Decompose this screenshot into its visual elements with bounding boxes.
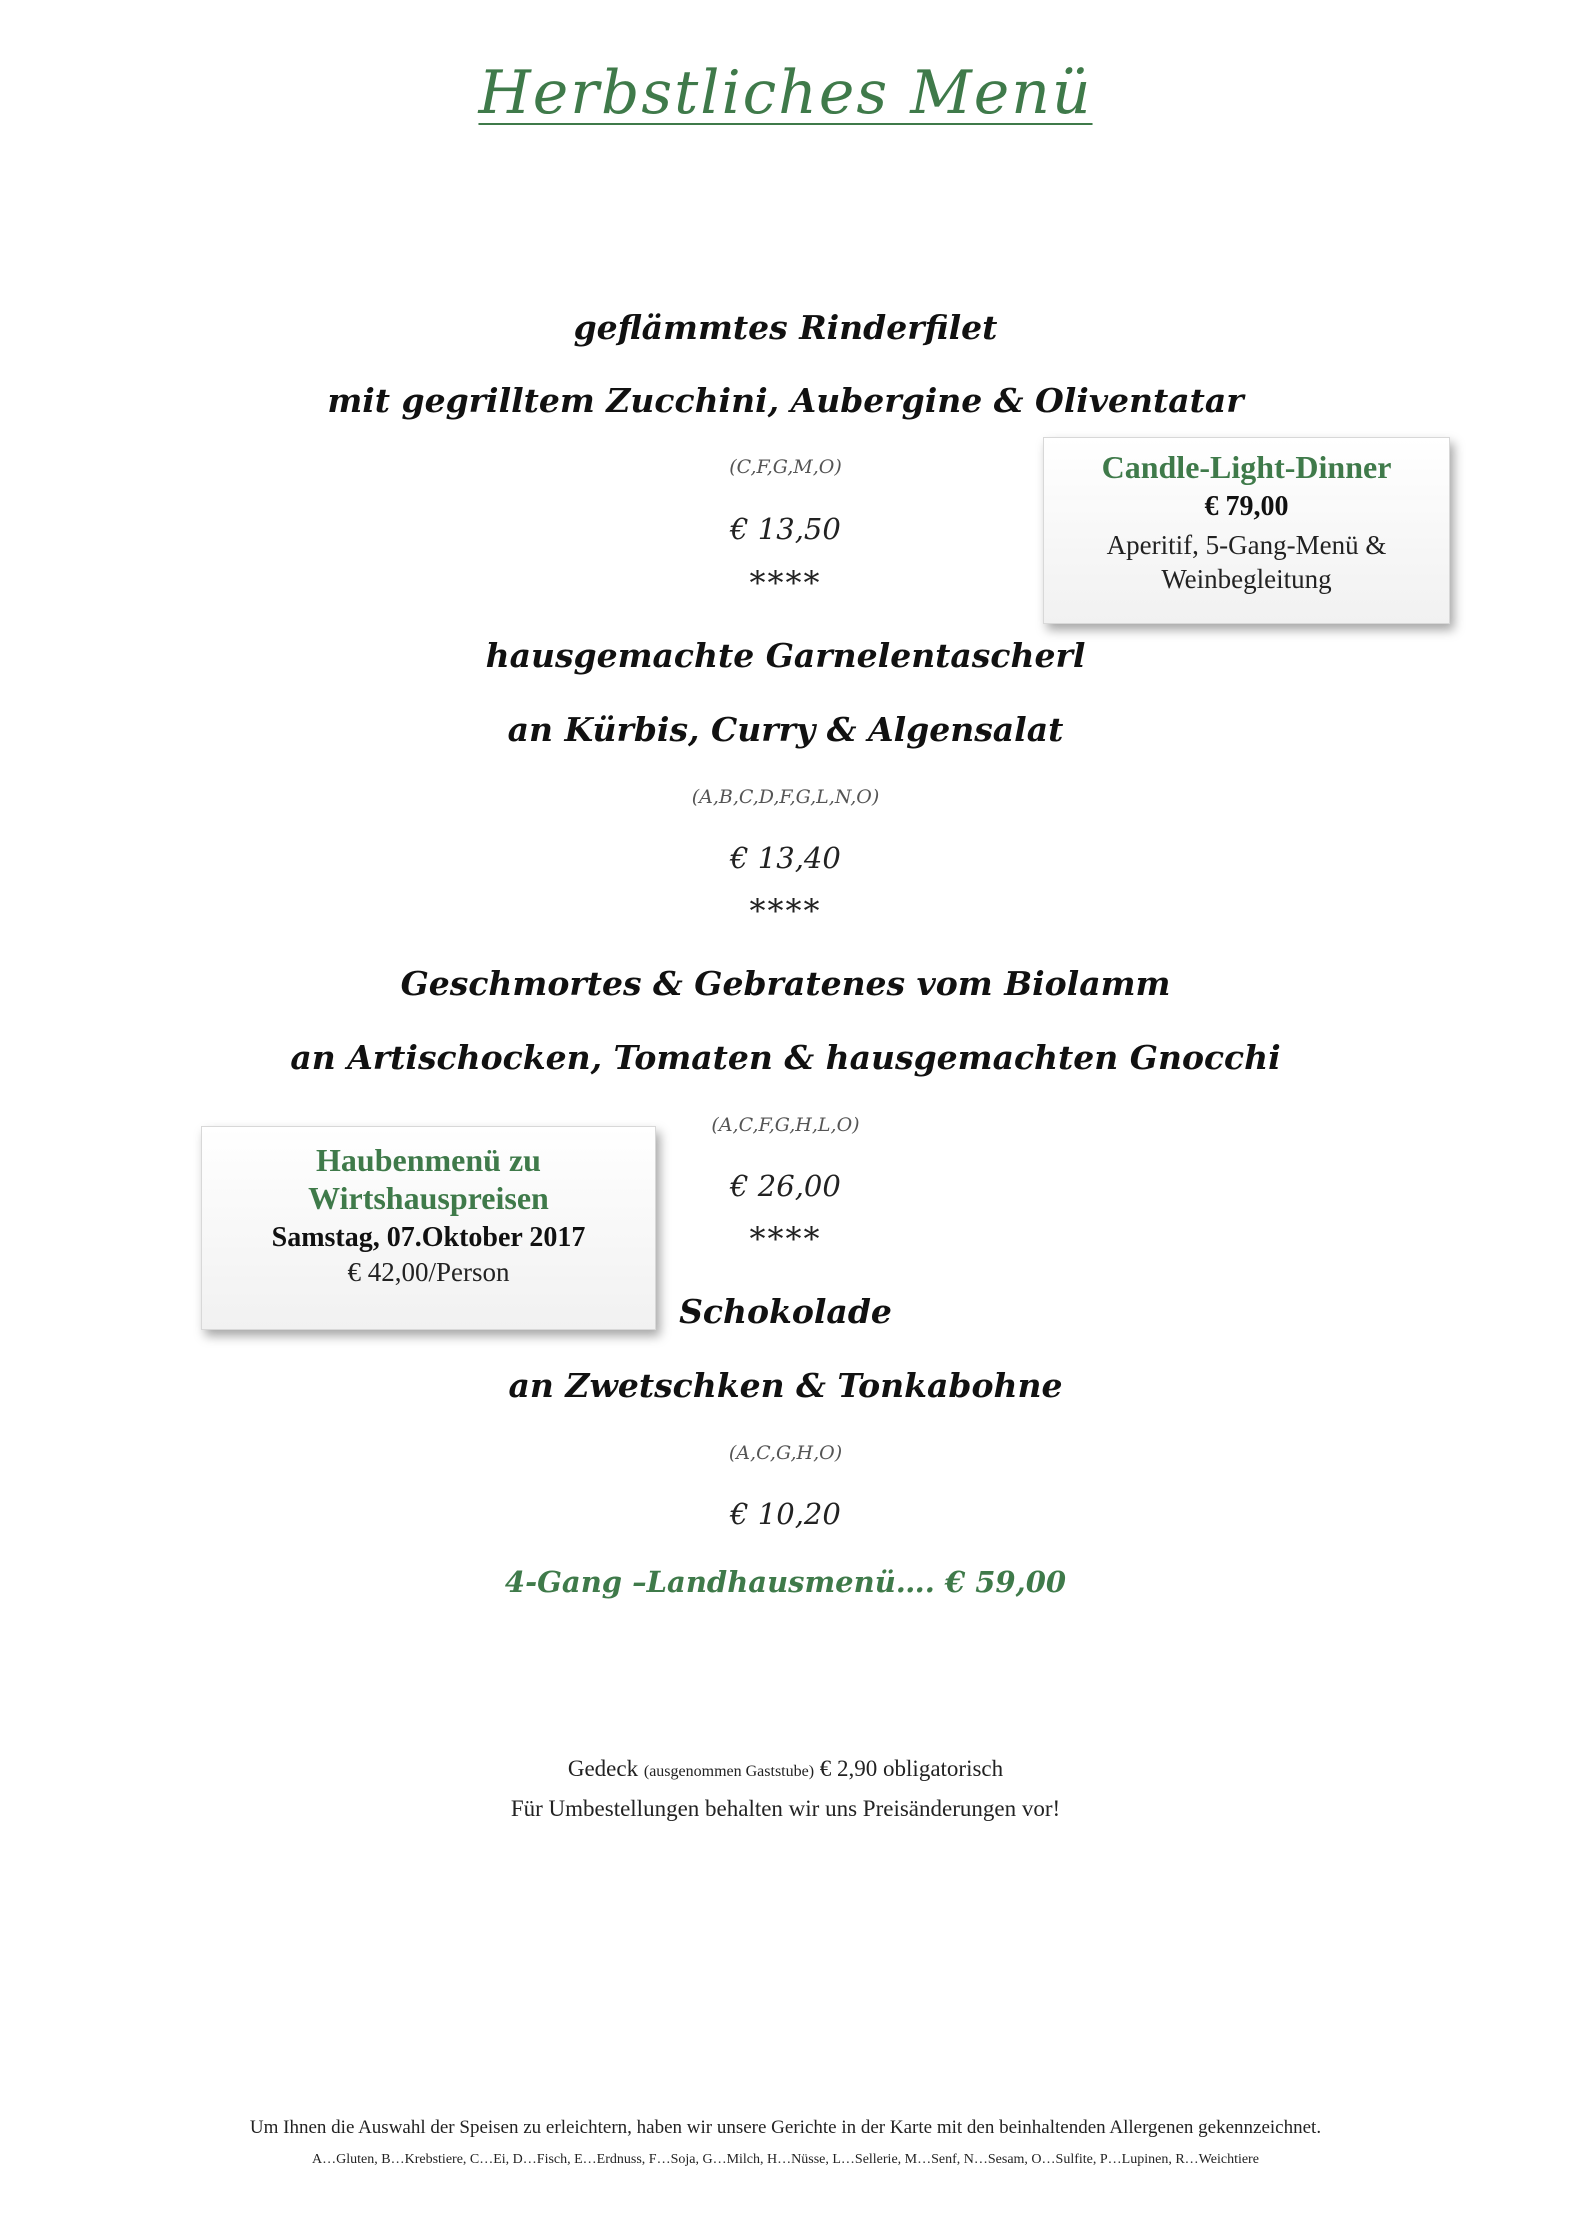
gedeck-note bbox=[0, 1756, 1571, 1782]
candle-box-text-1: Aperitif, 5-Gang-Menü & bbox=[1106, 530, 1387, 560]
course-separator: **** bbox=[749, 564, 822, 602]
course-separator: **** bbox=[749, 1220, 822, 1258]
haubenmenu-box bbox=[201, 1126, 656, 1330]
course-3-description: an Artischocken, Tomaten & hausgemachten Gnocchi bbox=[290, 1038, 1281, 1077]
allergen-legend: A…Gluten, B…Krebstiere, C…Ei, D…Fisch, E…Erdnuss, F…Soja, G…Milch, H…Nüsse, L…Sellerie, M…Senf, N…Sesam, O…Sulfite, P…Lupinen, R…Weichtiere bbox=[312, 2152, 1259, 2167]
course-3-price: € 26,00 bbox=[730, 1169, 841, 1203]
hauben-box-date: Samstag, 07.Oktober 2017 bbox=[271, 1222, 586, 1253]
candle-box-price: € 79,00 bbox=[1204, 491, 1289, 522]
course-3-allergens: (A,C,F,G,H,L,O) bbox=[711, 1114, 860, 1136]
course-2-description: an Kürbis, Curry & Algensalat bbox=[507, 710, 1064, 749]
hauben-box-heading-2: Wirtshauspreisen bbox=[308, 1180, 549, 1216]
candle-box-text-2: Weinbegleitung bbox=[1161, 564, 1332, 594]
hauben-box-heading-1: Haubenmenü zu bbox=[316, 1142, 541, 1178]
course-4-description: an Zwetschken & Tonkabohne bbox=[508, 1366, 1063, 1405]
price-change-note: Für Umbestellungen behalten wir uns Preisänderungen vor! bbox=[510, 1796, 1061, 1821]
candle-box-heading: Candle-Light-Dinner bbox=[1101, 449, 1392, 485]
course-4-name: Schokolade bbox=[679, 1292, 892, 1331]
menu-title: Herbstliches Menü bbox=[478, 58, 1093, 128]
course-2-allergens: (A,B,C,D,F,G,L,N,O) bbox=[691, 786, 880, 808]
course-separator: **** bbox=[749, 892, 822, 930]
hauben-box-price: € 42,00/Person bbox=[347, 1257, 510, 1287]
course-1-name: geflämmtes Rinderfilet bbox=[573, 308, 998, 347]
gedeck-label: Gedeck bbox=[567, 1756, 639, 1781]
course-1-allergens: (C,F,G,M,O) bbox=[729, 456, 842, 478]
course-2-price: € 13,40 bbox=[730, 841, 841, 875]
course-4-allergens: (A,C,G,H,O) bbox=[728, 1442, 843, 1464]
course-4-price: € 10,20 bbox=[730, 1497, 841, 1531]
allergen-note: Um Ihnen die Auswahl der Speisen zu erleichtern, haben wir unsere Gerichte in der Karte mit den beinhaltenden Allergenen gekennzeichnet. bbox=[249, 2117, 1322, 2138]
course-2-name: hausgemachte Garnelentascherl bbox=[485, 636, 1086, 675]
candle-light-dinner-box bbox=[1043, 437, 1450, 624]
gedeck-exception: (ausgenommen Gaststube) bbox=[643, 1763, 815, 1780]
menu-total-price: 4-Gang –Landhausmenü…. € 59,00 bbox=[504, 1565, 1067, 1599]
course-3-name: Geschmortes & Gebratenes vom Biolamm bbox=[400, 964, 1171, 1003]
course-1-price: € 13,50 bbox=[730, 512, 841, 546]
gedeck-price: € 2,90 obligatorisch bbox=[819, 1756, 1004, 1781]
course-1-description: mit gegrilltem Zucchini, Aubergine & Oliventatar bbox=[327, 381, 1244, 420]
